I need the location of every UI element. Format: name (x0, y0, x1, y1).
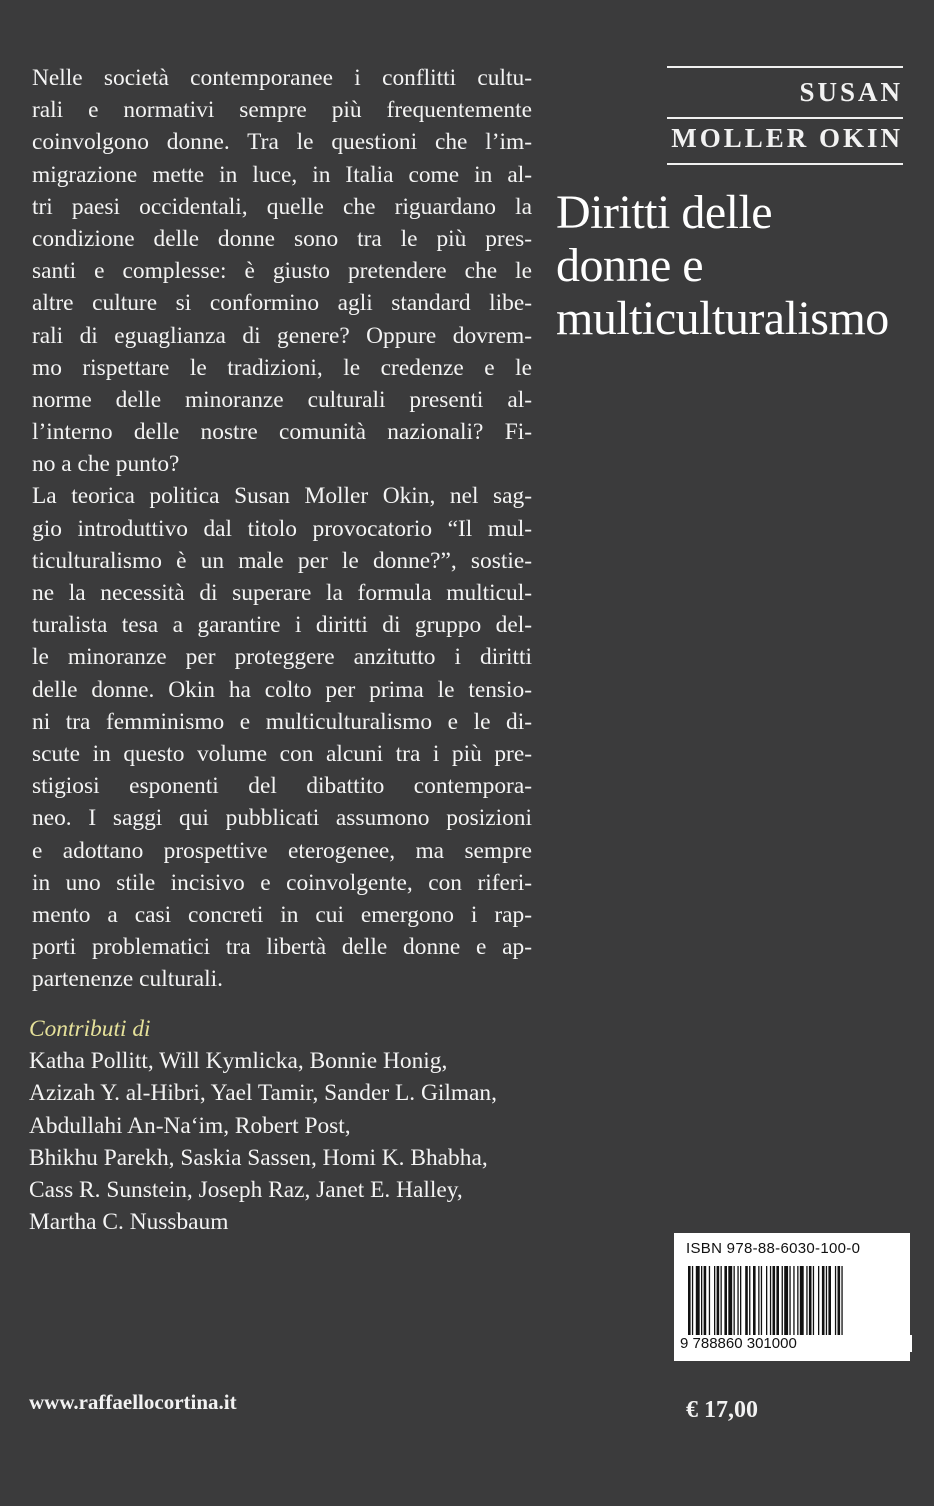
blurb-line: altre culture si conformino agli standard libe- (32, 290, 532, 317)
book-title (556, 186, 926, 345)
blurb-text (32, 62, 532, 995)
blurb-line: tri paesi occidentali, quelle che riguardano la (32, 193, 532, 220)
book-title-line: Diritti delle (556, 186, 773, 239)
price: € 17,00 (686, 1397, 758, 1423)
publisher-website[interactable]: www.raffaellocortina.it (29, 1390, 237, 1414)
author-rule-bottom (667, 163, 903, 165)
contributors-list (29, 1045, 549, 1238)
blurb-line: mo rispettare le tradizioni, le credenze e le (32, 354, 532, 381)
blurb-line: turalista tesa a garantire i diritti di gruppo del- (32, 612, 532, 639)
blurb-line: porti problematici tra libertà delle donne e ap- (32, 934, 532, 961)
blurb-line: ne la necessità di superare la formula multicul- (32, 580, 532, 606)
author-first-name: SUSAN (799, 77, 903, 107)
contributors-block (29, 1013, 549, 1238)
blurb-line: l’interno delle nostre comunità nazionali? Fi- (32, 419, 532, 446)
blurb-line: migrazione mette in luce, in Italia come in al- (32, 161, 532, 188)
contributors-line: Bhikhu Parekh, Saskia Sassen, Homi K. Bhabha, (29, 1144, 488, 1171)
contributors-line: Abdullahi An-Na‘im, Robert Post, (29, 1112, 351, 1139)
blurb-line: rali e normativi sempre più frequentemente (32, 97, 532, 124)
blurb-line: rali di eguaglianza di genere? Oppure dovrem- (32, 322, 532, 349)
contributors-line: Martha C. Nussbaum (29, 1209, 229, 1236)
author-rule-middle (667, 117, 903, 119)
contributors-line: Cass R. Sunstein, Joseph Raz, Janet E. Halley, (29, 1177, 463, 1204)
blurb-line: ni tra femminismo e multiculturalismo e le di- (32, 708, 532, 735)
blurb-line: condizione delle donne sono tra le più pres- (32, 225, 532, 252)
blurb-line: stigiosi esponenti del dibattito contemporа- (32, 773, 532, 800)
book-title-line: multiculturalismo (556, 292, 889, 345)
blurb-line: mento a casi concreti in cui emergono i rap- (32, 901, 532, 928)
blurb-line: Nelle società contemporanee i conflitti cultu- (32, 65, 532, 91)
blurb-line: no a che punto? (32, 451, 180, 478)
contributors-heading: Contributi di (29, 1016, 151, 1042)
isbn-number: ISBN 978-88-6030-100-0 (686, 1240, 861, 1257)
isbn-barcode (674, 1233, 910, 1361)
author-last-name: MOLLER OKIN (671, 123, 903, 153)
blurb-line: coinvolgono donne. Tra le questioni che l’im- (32, 129, 532, 156)
blurb-line: gio introduttivo dal titolo provocatorio “Il mul- (32, 515, 532, 542)
blurb-line: partenenze culturali. (32, 966, 223, 993)
author-rule-top (667, 66, 903, 68)
book-title-line: donne e (556, 239, 704, 292)
blurb-line: La teorica politica Susan Moller Okin, nel sag- (32, 483, 532, 510)
blurb-line: le minoranze per proteggere anzitutto i diritti (32, 644, 532, 671)
blurb-line: in uno stile incisivo e coinvolgente, con riferi- (32, 869, 532, 896)
blurb-line: delle donne. Okin ha colto per prima le tensio- (32, 676, 532, 703)
blurb-line: norme delle minoranze culturali presenti al- (32, 386, 532, 413)
blurb-line: neo. I saggi qui pubblicati assumono posizioni (32, 805, 532, 832)
blurb-line: e adottano prospettive eterogenee, ma sempre (32, 837, 532, 864)
barcode-digits: 9 788860 301000 (676, 1335, 912, 1352)
contributors-line: Azizah Y. al-Hibri, Yael Tamir, Sander L. Gilman, (29, 1080, 497, 1107)
blurb-line: santi e complesse: è giusto pretendere che le (32, 258, 532, 285)
contributors-line: Katha Pollitt, Will Kymlicka, Bonnie Honig, (29, 1048, 448, 1075)
blurb-line: scute in questo volume con alcuni tra i più pre- (32, 740, 532, 767)
blurb-line: ticulturalismo è un male per le donne?”, sostie- (32, 547, 532, 574)
